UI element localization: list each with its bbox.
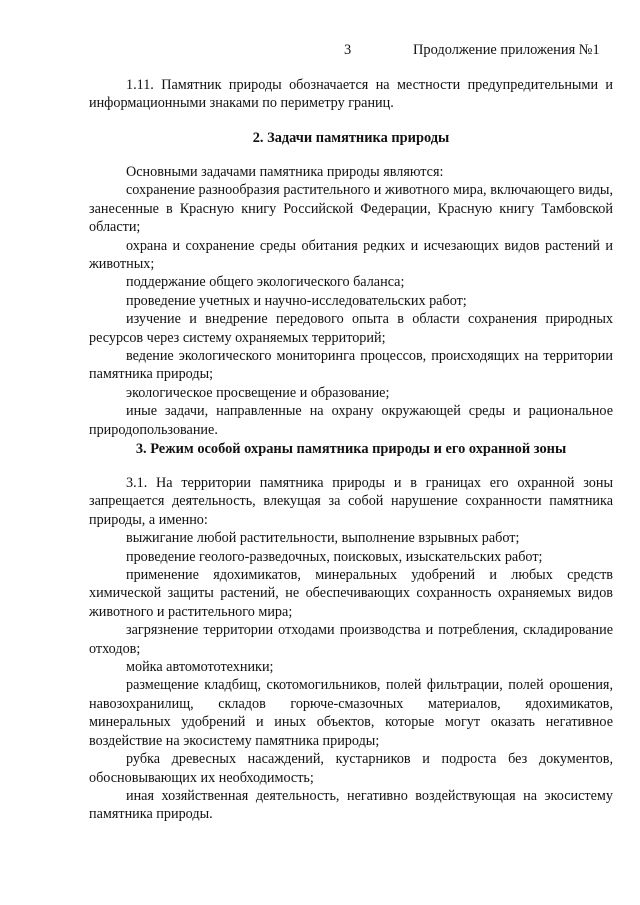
paragraph-1-11 xyxy=(89,76,613,113)
task-item: сохранение разнообразия растительного и животного мира, включающего виды, занесенные в Красную книгу Российской Федерации, Красную книгу Тамбовской области; xyxy=(89,182,613,236)
task-item: охрана и сохранение среды обитания редких и исчезающих видов растений и животных; xyxy=(89,237,613,273)
section-2-intro: Основными задачами памятника природы являются: xyxy=(126,164,444,180)
section-3-body xyxy=(89,474,613,824)
task-item: проведение учетных и научно-исследовательских работ; xyxy=(126,292,467,309)
section-2-heading: 2. Задачи памятника природы xyxy=(252,130,450,146)
page-number: 3 xyxy=(344,42,352,58)
section-2-body xyxy=(89,163,613,439)
section-3-heading-block xyxy=(89,440,613,458)
prohibited-activity-item: проведение геолого-разведочных, поисковых, изыскательских работ; xyxy=(126,548,543,565)
task-item: экологическое просвещение и образование; xyxy=(126,384,390,401)
section-3-paragraph-3-1: 3.1. На территории памятника природы и в границах его охранной зоны запрещается деятельность, влекущая за собой нарушение сохранности памятника природы, а именно: xyxy=(89,475,613,528)
prohibited-activity-item: загрязнение территории отходами производства и потребления, складирование отходов; xyxy=(89,622,613,657)
task-item: иные задачи, направленные на охрану окружающей среды и рациональное природопользование. xyxy=(89,403,613,438)
prohibited-activity-item: рубка древесных насаждений, кустарников и подроста без документов, обосновывающих их необходимость; xyxy=(89,751,613,786)
task-item: ведение экологического мониторинга процессов, происходящих на территории памятника природы; xyxy=(89,348,613,383)
section-3-heading: 3. Режим особой охраны памятника природы и его охранной зоны xyxy=(135,441,567,457)
prohibited-activity-item: применение ядохимикатов, минеральных удобрений и любых средств химической защиты растений, не обеспечивающих сохранность охраняемых видов животного и растительного мира; xyxy=(89,567,613,620)
appendix-continuation-label: Продолжение приложения №1 xyxy=(413,42,600,58)
prohibited-activity-item: мойка автомототехники; xyxy=(126,659,274,676)
task-item: изучение и внедрение передового опыта в области сохранения природных ресурсов через систему охраняемых территорий; xyxy=(89,311,613,346)
prohibited-activity-item: выжигание любой растительности, выполнение взрывных работ; xyxy=(126,530,520,547)
section-2-heading-block xyxy=(89,129,613,147)
task-item: поддержание общего экологического баланса; xyxy=(126,274,405,291)
paragraph-text: 1.11. Памятник природы обозначается на местности предупредительными и информационными знаками по периметру границ. xyxy=(89,77,613,112)
prohibited-activity-item: размещение кладбищ, скотомогильников, полей фильтрации, полей орошения, навозохранилищ, складов горюче-смазочных материалов, ядохимикатов, минеральных удобрений и иных объектов, которые могут оказать негативное воздействие на экосистему памятника природы; xyxy=(89,677,613,749)
prohibited-activity-item: иная хозяйственная деятельность, негативно воздействующая на экосистему памятника природы. xyxy=(89,787,613,823)
